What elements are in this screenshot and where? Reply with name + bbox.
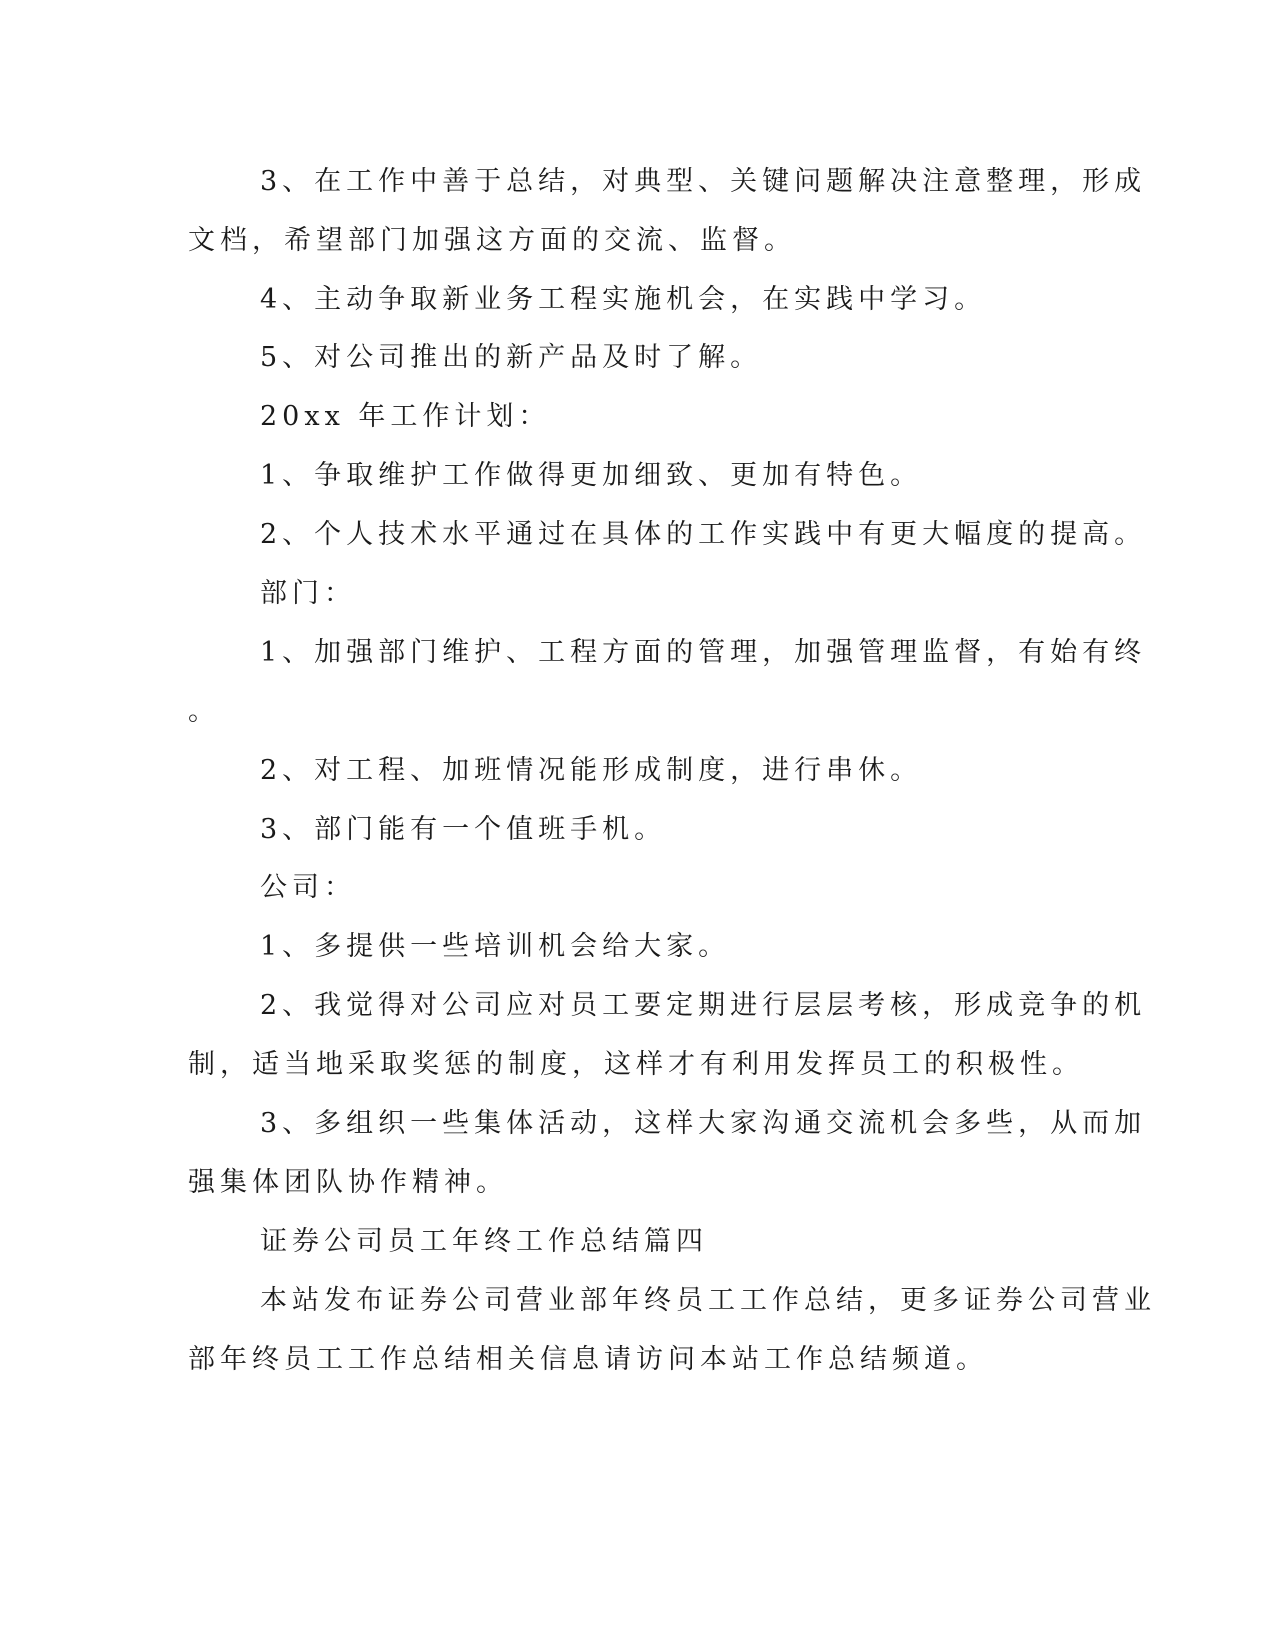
paragraph-line: 3、多组织一些集体活动，这样大家沟通交流机会多些，从而加: [260, 1108, 1147, 1139]
paragraph-line: 强集体团队协作精神。: [188, 1167, 508, 1198]
paragraph-line: 制，适当地采取奖惩的制度，这样才有利用发挥员工的积极性。: [188, 1049, 1084, 1080]
paragraph-line: 2、对工程、加班情况能形成制度，进行串休。: [260, 755, 923, 786]
paragraph-line: 1、多提供一些培训机会给大家。: [260, 931, 731, 962]
paragraph-line: 2、个人技术水平通过在具体的工作实践中有更大幅度的提高。: [260, 519, 1147, 550]
paragraph-line: 部年终员工工作总结相关信息请访问本站工作总结频道。: [188, 1344, 988, 1375]
paragraph-line: 3、部门能有一个值班手机。: [260, 814, 667, 845]
paragraph-line: 1、争取维护工作做得更加细致、更加有特色。: [260, 460, 923, 491]
paragraph-line: 5、对公司推出的新产品及时了解。: [260, 342, 763, 373]
paragraph-line: 3、在工作中善于总结，对典型、关键问题解决注意整理，形成: [260, 166, 1147, 197]
paragraph-line: 4、主动争取新业务工程实施机会，在实践中学习。: [260, 284, 987, 315]
section-heading: 20xx 年工作计划：: [260, 401, 551, 432]
article-title: 证券公司员工年终工作总结篇四: [260, 1226, 708, 1257]
paragraph-line: 2、我觉得对公司应对员工要定期进行层层考核，形成竞争的机: [260, 990, 1147, 1021]
section-heading: 部门：: [260, 578, 356, 609]
paragraph-line: 本站发布证券公司营业部年终员工工作总结，更多证券公司营业: [260, 1285, 1156, 1316]
paragraph-line: 。: [188, 696, 220, 727]
section-heading: 公司：: [260, 872, 356, 903]
paragraph-line: 文档，希望部门加强这方面的交流、监督。: [188, 225, 796, 256]
paragraph-line: 1、加强部门维护、工程方面的管理，加强管理监督，有始有终: [260, 637, 1147, 668]
